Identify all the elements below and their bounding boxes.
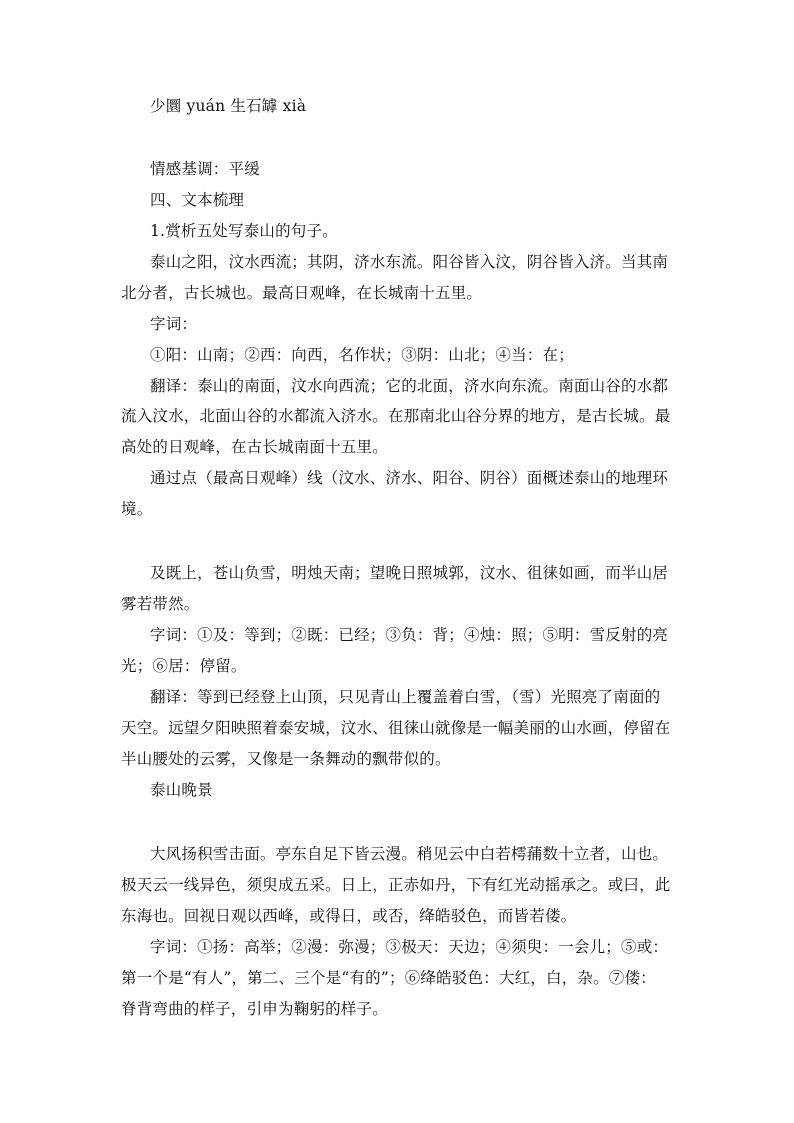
emotion-tone-line: 情感基调：平缓 [150, 160, 260, 178]
translation-2-line-3: 半山腰处的云雾，又像是一条舞动的飘带似的。 [121, 750, 451, 768]
vocab-2-line-2: 光；⑥居：停留。 [121, 657, 247, 675]
summary-line-2: 境。 [121, 500, 153, 518]
summary-line-1: 通过点（最高日观峰）线（汶水、济水、阳谷、阴谷）面概述泰山的地理环 [150, 469, 669, 487]
translation-1-line-1: 翻译：泰山的南面，汶水向西流；它的北面，济水向东流。南面山谷的水都 [150, 377, 669, 395]
passage-3-line-1: 大风扬积雪击面。亭东自足下皆云漫。稍见云中白若樗蒱数十立者，山也。 [150, 845, 669, 863]
passage-3-line-3: 东海也。回视日观以西峰，或得日，或否，绛皓驳色，而皆若偻。 [121, 907, 577, 925]
question-heading: 1.赏析五处写泰山的句子。 [150, 222, 338, 240]
translation-1-line-2: 流入汶水，北面山谷的水都流入济水。在那南北山谷分界的地方，是古长城。最 [121, 407, 671, 425]
vocab-label: 字词： [150, 315, 198, 333]
passage-2-line-1: 及既上，苍山负雪，明烛天南；望晚日照城郭，汶水、徂徕如画，而半山居 [150, 564, 669, 582]
section-heading: 四、文本梳理 [150, 191, 245, 209]
passage-1-line-2: 北分者，古长城也。最高日观峰，在长城南十五里。 [121, 284, 483, 302]
vocab-1-line: ①阳：山南；②西：向西，名作状；③阴：山北；④当：在； [150, 346, 574, 364]
passage-3-line-2: 极天云一线异色，须臾成五采。日上，正赤如丹，下有红光动摇承之。或曰，此 [121, 876, 671, 894]
translation-2-line-2: 天空。远望夕阳映照着泰安城，汶水、徂徕山就像是一幅美丽的山水画，停留在 [121, 719, 671, 737]
subheading-evening-scene: 泰山晚景 [150, 781, 213, 799]
vocab-3-line-1: 字词：①扬：高举；②漫：弥漫；③极天：天边；④须臾：一会儿；⑤或： [150, 938, 669, 956]
pinyin-note-line: 少圜 yuán 生石罅 xià [150, 97, 307, 115]
passage-1-line-1: 泰山之阳，汶水西流；其阴，济水东流。阳谷皆入汶，阴谷皆入济。当其南 [150, 253, 669, 271]
vocab-3-line-3: 脊背弯曲的样子，引申为鞠躬的样子。 [121, 1000, 388, 1018]
vocab-3-line-2: 第一个是“有人”，第二、三个是“有的”；⑥绛皓驳色：大红，白，杂。⑦偻： [121, 969, 656, 987]
translation-1-line-3: 高处的日观峰，在古长城南面十五里。 [121, 438, 388, 456]
vocab-2-line-1: 字词：①及：等到；②既：已经；③负：背；④烛：照；⑤明：雪反射的亮 [150, 626, 669, 644]
translation-2-line-1: 翻译：等到已经登上山顶，只见青山上覆盖着白雪，（雪）光照亮了南面的 [150, 688, 661, 706]
passage-2-line-2: 雾若带然。 [121, 595, 200, 613]
